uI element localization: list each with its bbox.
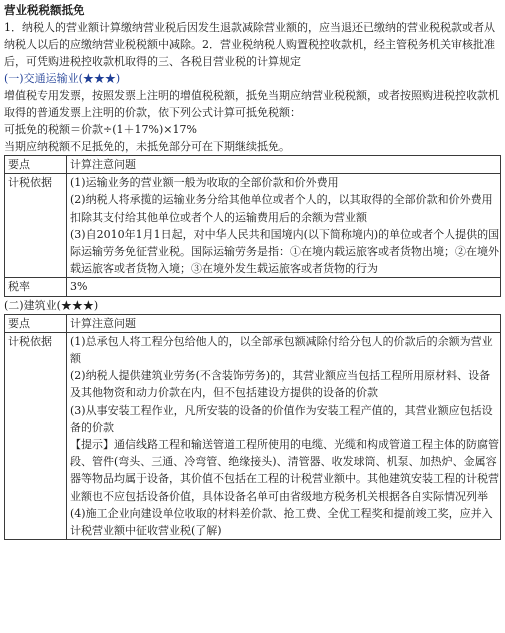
list-item: (3)自2010年1月1日起，对中华人民共和国境内(以下简称境内)的单位或者个人提供的国际运输劳务免征营业税。国际运输劳务是指：①在境内载运旅客或者货物出境；②在境外载运旅客或者货物入境；③在境外发生载运旅客或者货物的行为: [70, 227, 500, 276]
page-title: 营业税税额抵免: [4, 3, 85, 17]
list-item: (2)纳税人提供建筑业劳务(不含装饰劳务)的，其营业额应当包括工程所用原材料、设备及其他物资和动力价款在内，但不包括建设方提供的设备的价款: [70, 369, 491, 400]
list-item: (4)施工企业向建设单位收取的材料差价款、抢工费、全优工程奖和提前竣工奖，应并入计税营业额中征收营业税(了解): [70, 506, 493, 538]
section-construction: [4, 297, 501, 541]
row-content: 3%: [67, 278, 501, 296]
table-row: [5, 278, 501, 296]
list-item: (1)总承包人将工程分包给他人的，以全部承包额减除付给分包人的价款后的余额为营业额: [70, 334, 493, 366]
section-transport: [4, 70, 501, 297]
table-header-cell: 要点: [5, 314, 67, 332]
row-label: 计税依据: [5, 332, 67, 539]
document-body: [4, 2, 501, 540]
table-header-row: [5, 156, 501, 174]
transport-formula: 可抵免的税额＝价款÷(1＋17%)×17%: [4, 123, 197, 136]
table-header-cell: 要点: [5, 156, 67, 174]
list-item: (1)运输业务的营业额一般为收取的全部价款和价外费用: [70, 176, 339, 190]
section-heading-transport: (一)交通运输业(★★★): [4, 72, 121, 85]
table-header-row: [5, 314, 501, 332]
section-heading-construction: (二)建筑业(★★★): [4, 298, 99, 312]
list-item: (2)纳税人将承揽的运输业务分给其他单位或者个人的，以其取得的全部价款和价外费用扣除其支付给其他单位或者个人的运输费用后的余额为营业额: [70, 193, 493, 224]
table-header-cell: 计算注意问题: [67, 156, 501, 174]
transport-paragraph-1: 增值税专用发票，按照发票上注明的增值税税额，抵免当期应纳营业税税额，或者按照购进税控收款机取得的普通发票上注明的价款，依下列公式计算可抵免税额：: [4, 89, 499, 119]
transport-table: [4, 155, 501, 297]
row-content: [67, 332, 501, 539]
row-label: 计税依据: [5, 174, 67, 278]
tip-item: 【提示】通信线路工程和输送管道工程所使用的电缆、光缆和构成管道工程主体的防腐管段、管件(弯头、三通、冷弯管、绝缘接头)、清管器、收发球筒、机泵、加热炉、金属容器等物品均属于设备，其价值不包括在工程的计税营业额中。其他建筑安装工程的计税营业额也不应包括设备价值，具体设备名单可由省级地方税务机关根据各自实际情况列举: [70, 438, 499, 503]
table-row: [5, 174, 501, 278]
transport-paragraph-2: 当期应纳税额不足抵免的，未抵免部分可在下期继续抵免。: [4, 140, 290, 153]
row-label: 税率: [5, 278, 67, 296]
list-item: (3)从事安装工程作业，凡所安装的设备的价值作为安装工程产值的，其营业额应包括设备的价款: [70, 403, 493, 434]
intro-paragraph: 1．纳税人的营业额计算缴纳营业税后因发生退款减除营业额的，应当退还已缴纳的营业税税款或者从纳税人以后的应缴纳营业税税额中减除。2．营业税纳税人购置税控收款机，经主管税务机关审核批准后，可凭购进税控收款机取得的三、各税目营业税的计算规定: [4, 21, 495, 68]
row-content: [67, 174, 501, 278]
table-header-cell: 计算注意问题: [67, 314, 501, 332]
construction-table: [4, 314, 501, 541]
table-row: [5, 332, 501, 539]
